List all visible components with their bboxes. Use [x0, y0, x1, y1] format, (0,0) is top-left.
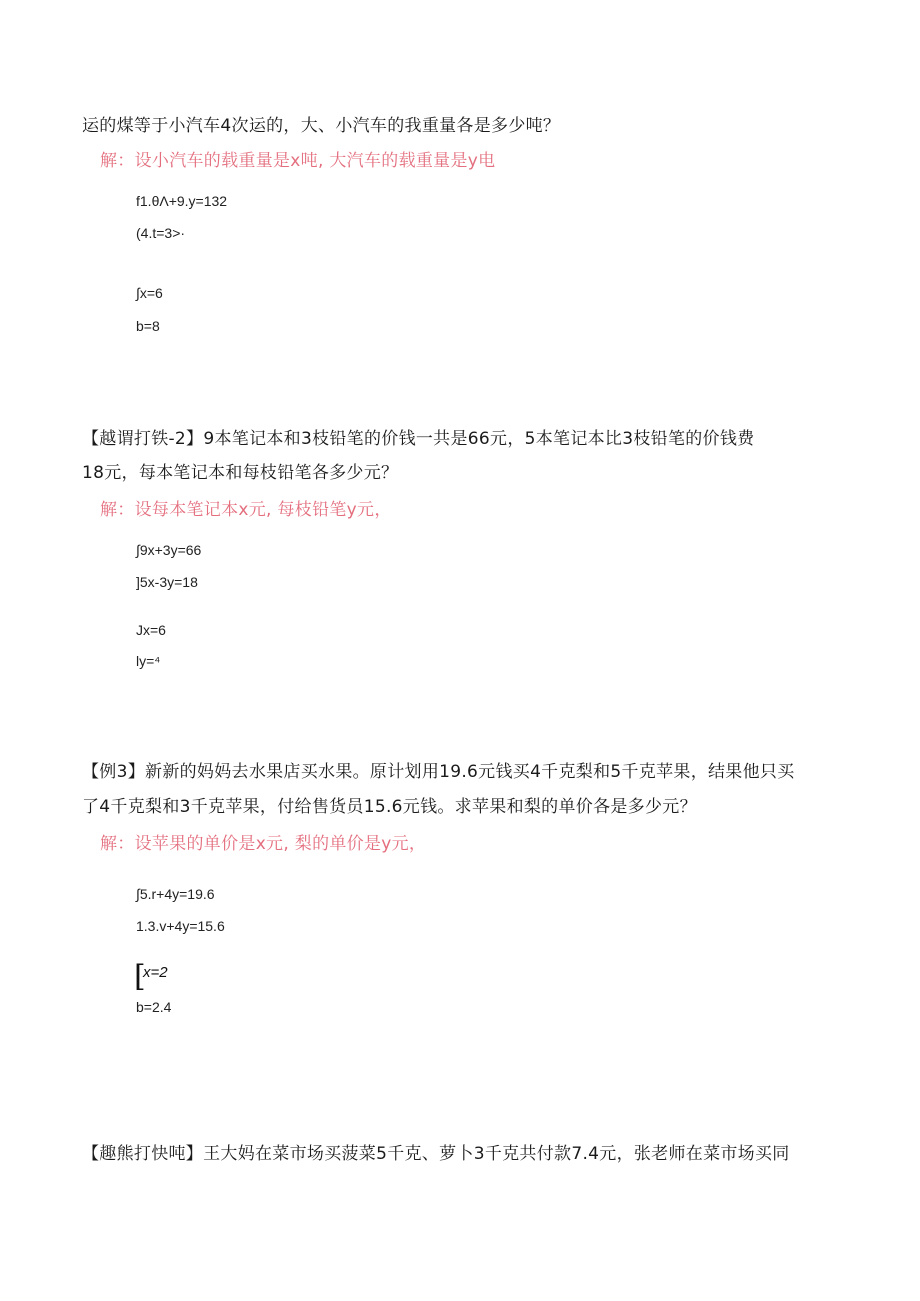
solution-setup: 解：设小汽车的载重量是x吨, 大汽车的载重量是y电 — [100, 151, 496, 171]
brace-glyph: [ — [134, 959, 146, 994]
equation-line: ∫5.r+4y=19.6 — [136, 886, 215, 902]
question-text: 【越谓打铁-2】9本笔记本和3枝铅笔的价钱一共是66元，5本笔记本比3枝铅笔的价钱费 — [82, 429, 755, 449]
answer-line: ∫x=6 — [136, 285, 163, 301]
answer-line: x=2 — [143, 964, 168, 981]
answer-line: Jx=6 — [136, 622, 166, 638]
solution-setup: 解：设每本笔记本x元, 每枝铅笔y元， — [100, 500, 392, 520]
answer-line: b=2.4 — [136, 999, 172, 1015]
answer-line: ly=⁴ — [136, 653, 161, 669]
equation-line: (4.t=3>· — [136, 225, 186, 241]
answer-line: b=8 — [136, 318, 160, 334]
equation-line: f1.θΛ+9.y=132 — [136, 193, 228, 209]
equation-line: 1.3.v+4y=15.6 — [136, 918, 225, 934]
question-text: 运的煤等于小汽车4次运的，大、小汽车的我重量各是多少吨？ — [82, 116, 561, 136]
question-text: 了4千克梨和3千克苹果，付给售货员15.6元钱。求苹果和梨的单价各是多少元？ — [82, 797, 697, 817]
question-text: 【例3】新新的妈妈去水果店买水果。原计划用19.6元钱买4千克梨和5千克苹果，结果他只买 — [82, 762, 795, 782]
equation-line: ]5x-3y=18 — [136, 574, 198, 590]
solution-setup: 解：设苹果的单价是x元, 梨的单价是y元， — [100, 834, 427, 854]
question-text: 【趣熊打快吨】王大妈在菜市场买菠菜5千克、萝卜3千克共付款7.4元，张老师在菜市场买同 — [82, 1144, 790, 1164]
question-text: 18元，每本笔记本和每枝铅笔各多少元？ — [82, 463, 399, 483]
equation-line: ∫9x+3y=66 — [136, 542, 202, 558]
